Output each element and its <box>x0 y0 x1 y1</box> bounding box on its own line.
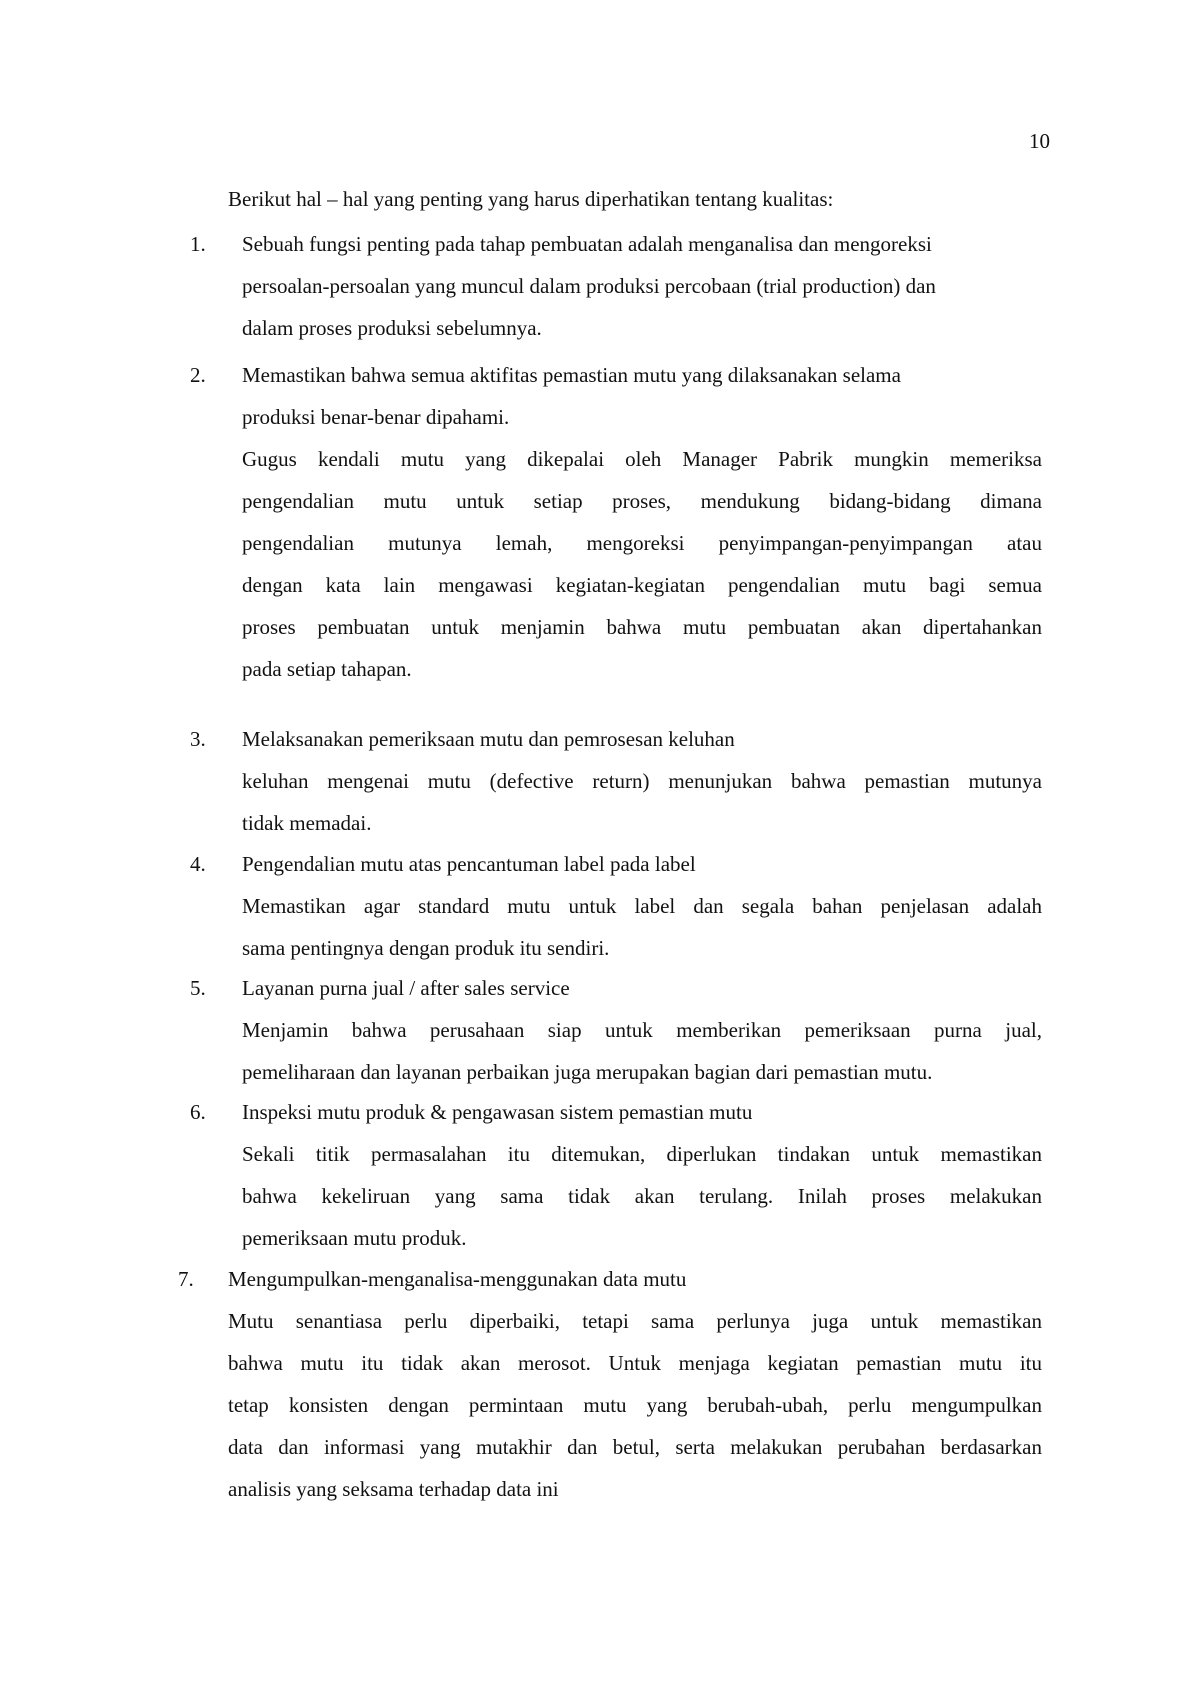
text-line: tidak memadai. <box>242 811 372 835</box>
text-line: dengan kata lain mengawasi kegiatan-kegiatan pengendalian mutu bagi semua <box>242 573 1042 597</box>
text-line: dalam proses produksi sebelumnya. <box>242 316 542 340</box>
text-line: sama pentingnya dengan produk itu sendiri. <box>242 936 610 960</box>
list-item-body <box>242 843 1042 969</box>
text-line: pada setiap tahapan. <box>242 657 412 681</box>
text-line: Mutu senantiasa perlu diperbaiki, tetapi sama perlunya juga untuk memastikan <box>228 1309 1042 1333</box>
text-line: Layanan purna jual / after sales service <box>242 976 570 1000</box>
text-line: Mengumpulkan-menganalisa-menggunakan data mutu <box>228 1267 687 1291</box>
text-line: data dan informasi yang mutakhir dan betul, serta melakukan perubahan berdasarkan <box>228 1435 1042 1459</box>
page-number: 10 <box>1029 129 1050 153</box>
text-line: bahwa kekeliruan yang sama tidak akan terulang. Inilah proses melakukan <box>242 1184 1042 1208</box>
text-line: Menjamin bahwa perusahaan siap untuk memberikan pemeriksaan purna jual, <box>242 1018 1042 1042</box>
text-line: Memastikan agar standard mutu untuk label dan segala bahan penjelasan adalah <box>242 894 1042 918</box>
list-item-body <box>242 1091 1042 1259</box>
text-line: keluhan mengenai mutu (defective return) menunjukan bahwa pemastian mutunya <box>242 769 1042 793</box>
text-line: bahwa mutu itu tidak akan merosot. Untuk menjaga kegiatan pemastian mutu itu <box>228 1351 1042 1375</box>
intro-paragraph: Berikut hal – hal yang penting yang harus diperhatikan tentang kualitas: <box>228 187 834 211</box>
text-line: Inspeksi mutu produk & pengawasan sistem pemastian mutu <box>242 1100 753 1124</box>
list-item-number: 2. <box>190 363 206 387</box>
text-line: Sebuah fungsi penting pada tahap pembuatan adalah menganalisa dan mengoreksi <box>242 232 932 256</box>
text-line: pengendalian mutunya lemah, mengoreksi penyimpangan-penyimpangan atau <box>242 531 1042 555</box>
text-line: persoalan-persoalan yang muncul dalam produksi percobaan (trial production) dan <box>242 274 936 298</box>
list-item-body <box>242 718 1042 844</box>
text-line: pengendalian mutu untuk setiap proses, mendukung bidang-bidang dimana <box>242 489 1042 513</box>
list-item-body <box>242 354 1042 690</box>
list-item-number: 3. <box>190 727 206 751</box>
list-item-number: 7. <box>178 1267 194 1291</box>
list-item-number: 1. <box>190 232 206 256</box>
text-line: pemeliharaan dan layanan perbaikan juga merupakan bagian dari pemastian mutu. <box>242 1060 933 1084</box>
text-line: tetap konsisten dengan permintaan mutu yang berubah-ubah, perlu mengumpulkan <box>228 1393 1042 1417</box>
text-line: Memastikan bahwa semua aktifitas pemastian mutu yang dilaksanakan selama <box>242 363 901 387</box>
list-item-number: 5. <box>190 976 206 1000</box>
list-item-number: 6. <box>190 1100 206 1124</box>
text-line: Pengendalian mutu atas pencantuman label pada label <box>242 852 696 876</box>
list-item-number: 4. <box>190 852 206 876</box>
text-line: Melaksanakan pemeriksaan mutu dan pemrosesan keluhan <box>242 727 735 751</box>
text-line: Sekali titik permasalahan itu ditemukan, diperlukan tindakan untuk memastikan <box>242 1142 1042 1166</box>
text-line: proses pembuatan untuk menjamin bahwa mutu pembuatan akan dipertahankan <box>242 615 1042 639</box>
list-item-body <box>228 1258 1042 1510</box>
text-line: pemeriksaan mutu produk. <box>242 1226 467 1250</box>
text-line: produksi benar-benar dipahami. <box>242 405 510 429</box>
list-item-body <box>242 223 1042 349</box>
list-item-body <box>242 967 1042 1093</box>
text-line: Gugus kendali mutu yang dikepalai oleh Manager Pabrik mungkin memeriksa <box>242 447 1042 471</box>
text-line: analisis yang seksama terhadap data ini <box>228 1477 559 1501</box>
